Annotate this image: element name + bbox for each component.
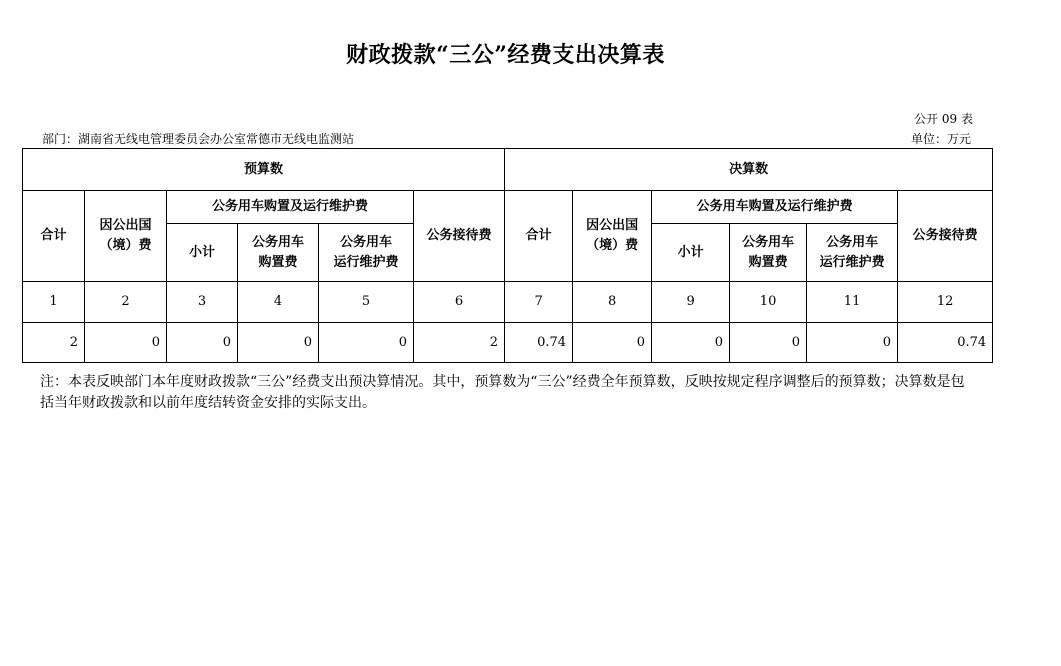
col-number: 6 [414,282,505,323]
value-cell: 0 [238,323,319,363]
purchase-line2: 购置费 [258,254,298,270]
col-number: 10 [730,282,807,323]
value-cell: 0 [167,323,238,363]
value-cell: 0.74 [505,323,573,363]
abroad-line1: 因公出国 [99,218,152,233]
value-cell: 0 [652,323,730,363]
value-cell: 0 [85,323,167,363]
budget-abroad-header [85,191,167,282]
col-number: 9 [652,282,730,323]
value-cell: 0 [730,323,807,363]
final-vehicle-group-header: 公务用车购置及运行维护费 [652,191,898,224]
final-abroad-header [573,191,652,282]
col-number: 7 [505,282,573,323]
final-purchase-header [730,224,807,282]
purchase-line2: 购置费 [748,254,788,270]
purchase-line1: 公务用车 [742,234,795,250]
abroad-line2: （境）费 [586,238,639,253]
operation-line2: 运行维护费 [819,254,885,270]
value-cell: 0.74 [898,323,993,363]
budget-reception-header: 公务接待费 [414,191,505,282]
final-total-header: 合计 [505,191,573,282]
final-reception-header: 公务接待费 [898,191,993,282]
col-number: 5 [319,282,414,323]
col-number: 1 [23,282,85,323]
value-cell: 0 [573,323,652,363]
table-note: 注：本表反映部门本年度财政拨款“三公”经费支出预决算情况。其中，预算数为“三公”经费全年预算数，反映按规定程序调整后的预算数；决算数是包括当年财政拨款和以前年度结转资金安排的实际支出。 [40,374,965,411]
col-number: 4 [238,282,319,323]
value-cell: 0 [807,323,898,363]
col-number: 2 [85,282,167,323]
budget-header: 预算数 [23,149,505,191]
value-cell: 2 [414,323,505,363]
three-public-expenses-table [22,148,993,363]
abroad-line1: 因公出国 [586,218,639,233]
purchase-line1: 公务用车 [251,234,304,250]
form-number: 公开 09 表 [914,112,973,126]
value-row [23,323,993,363]
value-cell: 0 [319,323,414,363]
final-header: 决算数 [505,149,993,191]
operation-line1: 公务用车 [339,234,392,250]
col-number: 11 [807,282,898,323]
final-subtotal-header: 小计 [652,224,730,282]
budget-vehicle-group-header: 公务用车购置及运行维护费 [167,191,414,224]
col-number: 3 [167,282,238,323]
final-operation-header [807,224,898,282]
unit-label: 单位：万元 [910,132,971,146]
budget-subtotal-header: 小计 [167,224,238,282]
operation-line1: 公务用车 [826,234,879,250]
col-number: 12 [898,282,993,323]
budget-purchase-header [238,224,319,282]
budget-operation-header [319,224,414,282]
col-number: 8 [573,282,652,323]
page-title: 财政拨款“三公”经费支出决算表 [346,42,665,68]
abroad-line2: （境）费 [99,238,152,253]
operation-line2: 运行维护费 [333,254,399,270]
department-label: 部门：湖南省无线电管理委员会办公室常德市无线电监测站 [42,132,355,146]
value-cell: 2 [23,323,85,363]
column-number-row [23,282,993,323]
budget-total-header: 合计 [23,191,85,282]
